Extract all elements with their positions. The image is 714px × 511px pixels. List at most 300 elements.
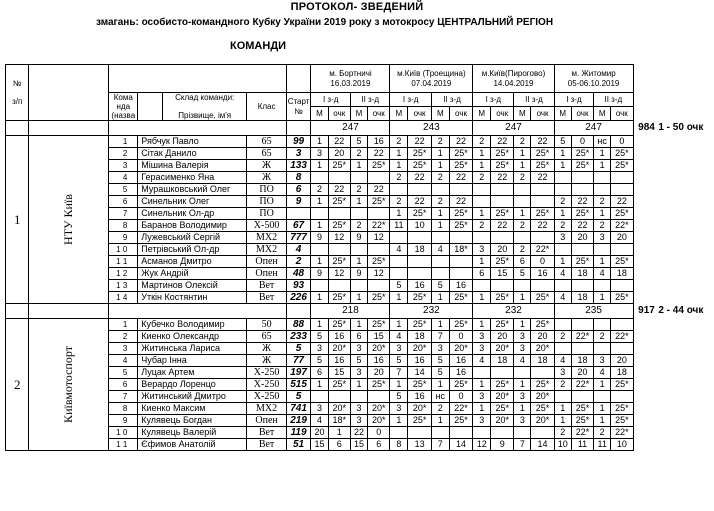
stage-total: 218 [311,304,390,319]
position-cell: 2 [350,220,367,232]
position-cell: 1 [390,208,408,220]
rider-name: Кулявець Богдан [138,415,247,427]
rider-number: 3 [109,160,138,172]
position-cell [350,391,367,403]
stage-2-header: м.Київ (Троещина) 07.04.2019 [390,65,473,93]
position-cell [594,319,611,331]
rider-number: 1 1 [109,256,138,268]
position-cell: 3 [514,415,531,427]
start-number: 48 [286,268,311,280]
points-cell: 22 [449,172,473,184]
points-cell: 22* [611,220,633,232]
start-number: 8 [286,172,311,184]
points-cell: 20 [328,148,350,160]
stage-total: 247 [311,121,390,136]
points-cell: 25* [449,415,473,427]
table-row [6,184,714,196]
position-cell: 6 [514,256,531,268]
blank-cell [633,427,657,439]
position-cell [594,244,611,256]
blank-cell [657,244,713,256]
position-cell: 4 [311,415,328,427]
points-cell [328,208,350,220]
points-cell [328,172,350,184]
points-cell [571,172,593,184]
position-cell [473,232,491,244]
position-cell [390,268,408,280]
points-cell: 25* [368,319,390,331]
rider-name: Уткін Костянтин [138,292,247,304]
position-cell: 22 [350,427,367,439]
position-cell: 1 [473,208,491,220]
points-cell: 0 [449,391,473,403]
blank-cell [109,121,138,136]
position-cell: 5 [390,391,408,403]
position-cell [554,343,571,355]
blank-cell [657,268,713,280]
position-cell: 1 [431,220,449,232]
points-cell: 0 [368,427,390,439]
position-cell: 1 [311,256,328,268]
points-cell: 25* [571,208,593,220]
blank-cell [633,280,657,292]
position-cell: 3 [514,331,531,343]
start-number-header: Старт № [286,93,311,121]
blank-cell [657,367,713,379]
rider-name: Синельник Ол-др [138,208,247,220]
race-2-header: ІІ з-д [514,93,554,107]
position-cell: 1 [390,148,408,160]
position-cell: 9 [311,232,328,244]
rider-class: Вет [247,427,286,439]
points-cell: 25* [328,379,350,391]
blank-cell [633,292,657,304]
points-cell: 25* [328,319,350,331]
position-cell: 4 [390,244,408,256]
blank-cell [657,208,713,220]
rider-name: Житинська Лариса [138,343,247,355]
points-cell: 20 [611,232,633,244]
points-cell: 22 [408,196,432,208]
points-cell: 25* [531,160,554,172]
blank-cell [657,355,713,367]
position-cell: 6 [473,268,491,280]
table-row [6,208,714,220]
position-cell: 3 [473,415,491,427]
points-cell: 22* [531,244,554,256]
rider-name: Кубечко Володимир [138,319,247,331]
start-number: 93 [286,280,311,292]
blank-cell [138,304,163,319]
position-cell: 5 [390,280,408,292]
position-header: М [594,107,611,121]
position-cell: 1 [473,160,491,172]
position-cell: 1 [554,256,571,268]
points-cell: 20* [408,403,432,415]
position-cell: 2 [554,331,571,343]
start-number: 67 [286,220,311,232]
rider-number: 1 3 [109,280,138,292]
rider-name: Мартинов Олексій [138,280,247,292]
rider-class: Вет [247,439,286,451]
header-blank [657,93,713,107]
position-cell: 7 [431,331,449,343]
points-cell [571,343,593,355]
table-row [6,391,714,403]
points-cell [408,427,432,439]
rider-number: 6 [109,196,138,208]
header-blank [633,65,657,93]
position-cell: 1 [390,160,408,172]
header-blank [29,65,109,121]
points-cell: 25* [368,292,390,304]
position-cell: 2 [390,172,408,184]
points-cell: 22* [368,220,390,232]
position-cell: 2 [554,427,571,439]
points-cell: 25* [571,256,593,268]
points-cell [611,172,633,184]
position-cell: 5 [390,355,408,367]
points-cell: 18 [571,355,593,367]
stage-total: 247 [554,121,633,136]
position-cell: 4 [594,367,611,379]
rider-number: 4 [109,172,138,184]
points-cell: 22* [571,379,593,391]
position-cell: 1 [473,256,491,268]
blank-cell [657,256,713,268]
position-cell [473,427,491,439]
points-cell: 13 [408,439,432,451]
team-result: 2 - 44 очк [658,305,704,316]
position-cell: 2 [473,172,491,184]
rider-number: 3 [109,343,138,355]
blank-cell [633,208,657,220]
points-cell [368,208,390,220]
position-cell: 1 [473,319,491,331]
results-table [5,64,714,451]
points-cell: 25* [328,256,350,268]
position-cell [431,184,449,196]
position-cell: 1 [473,148,491,160]
rider-number: 8 [109,403,138,415]
position-cell: 5 [514,268,531,280]
points-cell: 18 [408,331,432,343]
position-cell: 1 [311,196,328,208]
points-cell [368,244,390,256]
position-cell [311,391,328,403]
position-cell: 1 [311,379,328,391]
position-header: М [554,107,571,121]
points-cell [449,268,473,280]
start-number: 777 [286,232,311,244]
position-cell [473,367,491,379]
position-cell: 5 [311,355,328,367]
points-cell: 25* [491,403,514,415]
rider-number: 1 [109,136,138,148]
position-cell [431,427,449,439]
race-2-header: ІІ з-д [350,93,390,107]
start-number: 4 [286,244,311,256]
position-cell: нс [594,136,611,148]
points-cell [491,367,514,379]
position-cell: 5 [431,367,449,379]
blank-cell [633,391,657,403]
position-cell: 2 [554,220,571,232]
stage-1-header: м. Бортничі 16.03.2019 [311,65,390,93]
position-cell: 7 [390,367,408,379]
position-cell: нс [431,391,449,403]
points-cell: 25* [491,379,514,391]
composition-header: Склад команди: Прізвище, ім'я [162,93,247,121]
position-cell: 1 [554,148,571,160]
position-cell: 1 [431,208,449,220]
points-cell [531,196,554,208]
stage-total: 247 [473,121,554,136]
position-cell: 2 [594,220,611,232]
rider-name: Чубар Інна [138,355,247,367]
blank-cell [286,304,311,319]
position-cell: 3 [514,343,531,355]
points-cell: 25* [491,292,514,304]
table-row [6,268,714,280]
rider-number: 9 [109,415,138,427]
points-cell: 22* [571,331,593,343]
position-cell: 5 [350,136,367,148]
start-number: 226 [286,292,311,304]
points-cell: 18 [408,244,432,256]
position-cell [594,184,611,196]
rider-class: Х-250 [247,379,286,391]
points-cell: 25* [449,160,473,172]
position-cell: 5 [311,331,328,343]
start-number [286,208,311,220]
blank-cell [657,331,713,343]
position-cell: 2 [514,172,531,184]
position-header: М [473,107,491,121]
rider-class: 50 [247,319,286,331]
position-cell: 1 [350,319,367,331]
blank-cell [657,343,713,355]
table-row [6,439,714,451]
position-cell [514,367,531,379]
position-cell: 1 [390,292,408,304]
points-cell [531,184,554,196]
points-cell [611,280,633,292]
team-total: 984 [638,122,655,133]
position-cell: 7 [431,439,449,451]
rider-number: 1 1 [109,439,138,451]
table-row [6,355,714,367]
rider-name: Єфимов Анатолій [138,439,247,451]
number-header: № з/п [6,65,29,121]
points-cell: 20* [368,343,390,355]
points-cell: 25* [531,319,554,331]
position-cell [431,232,449,244]
rider-number: 1 0 [109,244,138,256]
points-cell: 25* [611,160,633,172]
team-name [29,319,109,451]
points-header: очк [531,107,554,121]
position-cell: 1 [594,403,611,415]
points-cell [491,184,514,196]
points-cell: 25* [328,196,350,208]
position-cell: 2 [431,136,449,148]
rider-name: Мурашковський Олег [138,184,247,196]
position-cell: 2 [473,136,491,148]
points-cell: 12 [328,232,350,244]
position-header: М [514,107,531,121]
points-cell: 9 [491,439,514,451]
points-cell: 25* [491,148,514,160]
position-cell [514,196,531,208]
table-row [6,220,714,232]
position-cell [311,208,328,220]
points-cell [611,343,633,355]
position-cell [514,427,531,439]
position-cell: 1 [514,292,531,304]
points-cell: 16 [368,355,390,367]
position-cell: 1 [594,379,611,391]
points-cell: 25* [611,292,633,304]
points-cell: 22* [611,331,633,343]
position-cell: 1 [390,379,408,391]
position-cell [594,172,611,184]
rider-name: Житинський Дмитро [138,391,247,403]
table-row [6,331,714,343]
start-number: 515 [286,379,311,391]
table-row [6,196,714,208]
position-cell: 1 [431,319,449,331]
position-cell: 3 [473,391,491,403]
rider-name: Киенко Максим [138,403,247,415]
position-cell: 1 [311,160,328,172]
rider-class: 65 [247,136,286,148]
points-cell: 0 [449,331,473,343]
start-number: 5 [286,391,311,403]
rider-name: Луцак Артем [138,367,247,379]
blank-cell [138,121,163,136]
rider-class: Х-250 [247,367,286,379]
position-cell [390,184,408,196]
position-cell: 3 [390,403,408,415]
points-cell: 25* [368,160,390,172]
header-blank [138,65,163,93]
blank-cell [633,268,657,280]
position-cell: 1 [554,415,571,427]
position-cell: 1 [350,292,367,304]
rider-class: Опен [247,256,286,268]
points-cell: 16 [449,367,473,379]
points-cell [491,232,514,244]
points-cell: 25* [449,319,473,331]
rider-name: Киенко Олександр [138,331,247,343]
position-cell: 8 [390,439,408,451]
blank-cell [657,196,713,208]
position-cell: 3 [554,367,571,379]
blank-cell [633,403,657,415]
points-cell: 14 [408,367,432,379]
rider-number: 1 4 [109,292,138,304]
blank-cell [657,391,713,403]
rider-number: 8 [109,220,138,232]
points-cell: 22 [368,148,390,160]
rider-number: 5 [109,184,138,196]
stage-total: 232 [390,304,473,319]
points-cell: 25* [408,160,432,172]
rider-name: Лужевський Сергій [138,232,247,244]
points-cell: 22 [408,172,432,184]
points-cell: 0 [531,256,554,268]
position-cell [514,184,531,196]
points-cell: 20* [531,415,554,427]
points-cell: 16 [531,268,554,280]
position-cell: 2 [431,196,449,208]
position-cell: 15 [311,439,328,451]
points-cell: 22* [611,427,633,439]
position-cell [594,280,611,292]
blank-cell [657,379,713,391]
blank-cell [162,304,247,319]
points-cell: 25* [449,208,473,220]
points-cell [449,184,473,196]
table-row [6,367,714,379]
points-cell: 20* [491,415,514,427]
position-cell: 6 [311,367,328,379]
position-cell [473,196,491,208]
points-cell [571,280,593,292]
rider-number: 2 [109,331,138,343]
points-cell: 12 [368,268,390,280]
points-cell [571,319,593,331]
points-header: очк [449,107,473,121]
position-cell [554,391,571,403]
points-cell: 20* [328,403,350,415]
table-row [6,403,714,415]
points-cell: 15 [368,331,390,343]
rider-number: 7 [109,391,138,403]
rider-name: Петрівський Ол-др [138,244,247,256]
race-1-header: І з-д [473,93,514,107]
table-row [6,280,714,292]
header-blank [657,65,713,93]
points-cell: 15 [328,367,350,379]
start-number: 5 [286,343,311,355]
position-cell: 1 [594,415,611,427]
rider-class: Х-500 [247,220,286,232]
start-number: 2 [286,256,311,268]
start-number: 119 [286,427,311,439]
position-cell: 3 [390,343,408,355]
position-cell: 2 [594,196,611,208]
position-cell: 7 [514,439,531,451]
points-cell: 25* [368,379,390,391]
points-cell: 25* [408,379,432,391]
team-number: 2 [6,319,29,451]
points-cell: 20 [531,331,554,343]
table-row [6,415,714,427]
position-cell [350,172,367,184]
position-cell: 11 [594,439,611,451]
race-1-header: І з-д [554,93,594,107]
points-cell: 25* [611,148,633,160]
position-cell: 4 [514,355,531,367]
points-cell: 22 [328,184,350,196]
points-cell: 16 [408,391,432,403]
position-cell: 3 [311,343,328,355]
points-cell: 25* [611,208,633,220]
rider-class: Ж [247,160,286,172]
rider-class: ПО [247,184,286,196]
